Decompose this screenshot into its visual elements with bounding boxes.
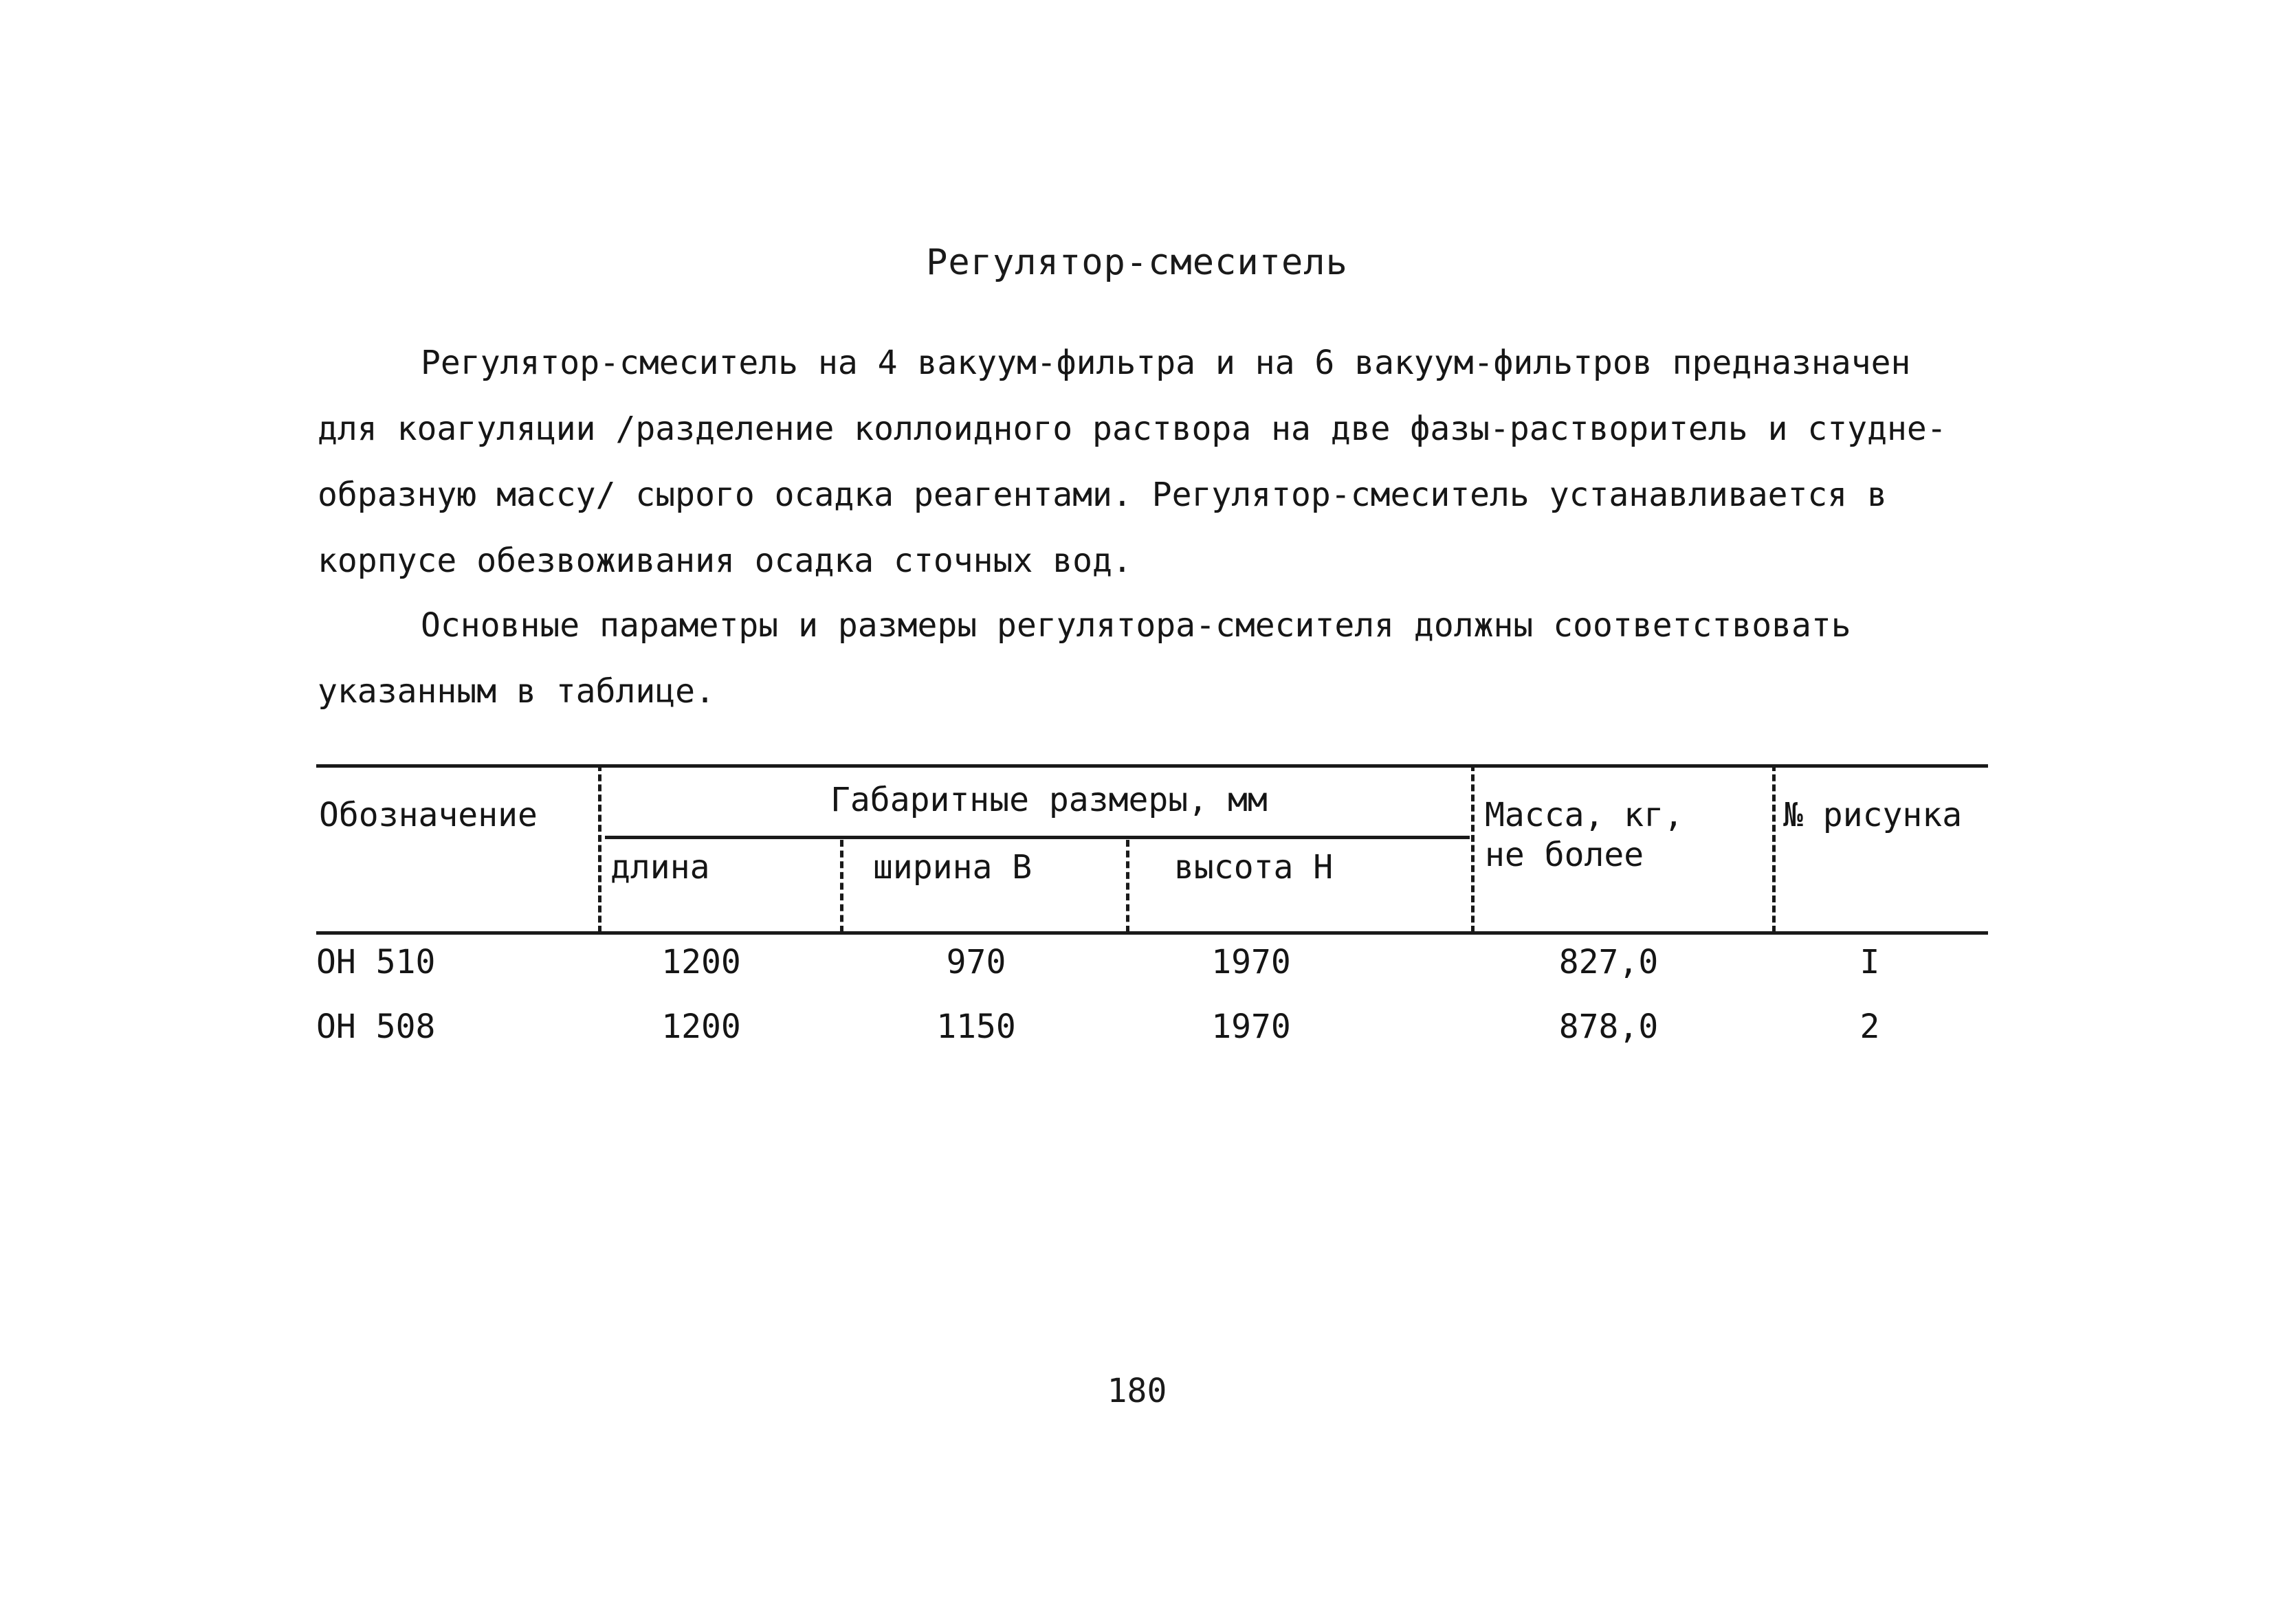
cell-mass: 878,0 (1558, 1008, 1659, 1046)
header-mass-line2: не более (1485, 836, 1644, 874)
header-mass-line1: Масса, кг, (1485, 796, 1684, 834)
header-figure: № рисунка (1783, 796, 1963, 834)
table-header-bottom-rule (316, 931, 1988, 935)
cell-mass: 827,0 (1558, 943, 1659, 981)
table-column-divider (840, 840, 843, 933)
table-column-divider (1471, 764, 1475, 933)
paragraph-line: корпусе обезвоживания осадка сточных вод. (318, 542, 1132, 580)
cell-height: 1970 (1211, 943, 1291, 981)
cell-figure: 2 (1859, 1008, 1880, 1046)
cell-length: 1200 (661, 943, 741, 981)
header-designation: Обозначение (319, 796, 538, 834)
document-title: Регулятор-смеситель (926, 242, 1348, 283)
paragraph-line: образную массу/ сырого осадка реагентами. Регулятор-смеситель устанавливается в (318, 476, 1887, 514)
cell-designation: ОН 510 (316, 943, 436, 981)
cell-designation: ОН 508 (316, 1008, 436, 1046)
table-top-rule (316, 764, 1988, 768)
cell-width: 1150 (936, 1008, 1016, 1046)
paragraph-line: Регулятор-смеситель на 4 вакуум-фильтра и на 6 вакуум-фильтров предназначен (421, 344, 1911, 382)
table-subheader-rule (605, 836, 1470, 839)
table-column-divider (598, 764, 601, 933)
paragraph-parameters (318, 592, 1981, 724)
paragraph-line: Основные параметры и размеры регулятора-смесителя должны соответствовать (421, 606, 1851, 645)
header-overall-dimensions: Габаритные размеры, мм (830, 781, 1268, 819)
header-height: высота Н (1174, 848, 1334, 887)
header-length: длина (610, 848, 710, 887)
header-width: ширина В (873, 848, 1033, 887)
cell-figure: I (1859, 943, 1880, 981)
cell-length: 1200 (661, 1008, 741, 1046)
paragraph-line: указанным в таблице. (318, 672, 715, 711)
cell-width: 970 (946, 943, 1006, 981)
paragraph-purpose (318, 330, 1981, 594)
paragraph-line: для коагуляции /разделение коллоидного раствора на две фазы-растворитель и студне- (318, 410, 1947, 448)
table-column-divider (1772, 764, 1776, 933)
parameters-table (316, 764, 1988, 1080)
cell-height: 1970 (1211, 1008, 1291, 1046)
table-column-divider (1126, 840, 1129, 933)
page-number: 180 (1107, 1372, 1167, 1410)
